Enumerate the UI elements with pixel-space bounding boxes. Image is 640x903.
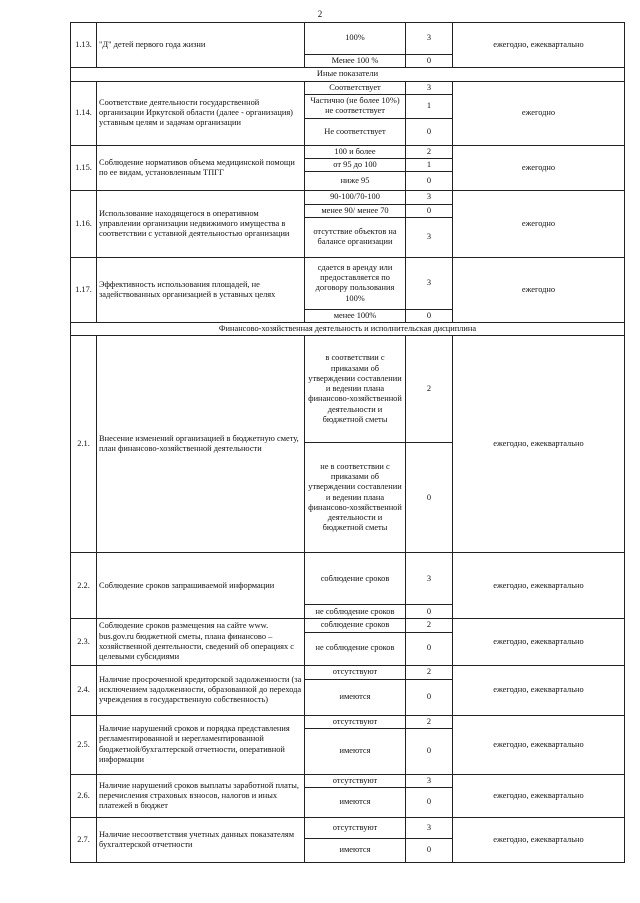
row-number: 2.3. — [71, 619, 97, 665]
period: ежегодно, ежеквартально — [453, 774, 625, 817]
indicator-name: Использование находящегося в оперативном управлении организации недвижимого имущества в соответствии с уставной деятельностью организации — [97, 191, 305, 258]
table-row — [71, 191, 625, 204]
table-row — [71, 665, 625, 679]
criterion: 90-100/70-100 — [305, 191, 406, 204]
criterion: отсутствуют — [305, 774, 406, 787]
page-number: 2 — [317, 9, 323, 19]
points: 3 — [406, 553, 453, 605]
criterion: соблюдение сроков — [305, 619, 406, 632]
period: ежегодно — [453, 81, 625, 145]
table-row — [71, 774, 625, 787]
period: ежегодно, ежеквартально — [453, 553, 625, 619]
period: ежегодно, ежеквартально — [453, 336, 625, 553]
points: 3 — [406, 81, 453, 94]
row-number: 1.13. — [71, 23, 97, 68]
table-row — [71, 336, 625, 443]
points: 2 — [406, 715, 453, 728]
indicator-name: Соблюдение нормативов объема медицинской помощи по ее видам, установленным ТПГГ — [97, 145, 305, 191]
criterion: 100% — [305, 23, 406, 55]
points: 0 — [406, 839, 453, 863]
table-row — [71, 23, 625, 55]
criterion: менее 90/ менее 70 — [305, 204, 406, 217]
points: 2 — [406, 619, 453, 632]
criterion: Не соответствует — [305, 118, 406, 145]
criterion: не соблюдение сроков — [305, 632, 406, 665]
criterion: ниже 95 — [305, 172, 406, 191]
row-number: 2.1. — [71, 336, 97, 553]
points: 2 — [406, 665, 453, 679]
criterion: в соответствии с приказами об утверждении составлении и ведении плана финансово-хозяйственной деятельности и бюджетной сметы — [305, 336, 406, 443]
period: ежегодно, ежеквартально — [453, 665, 625, 715]
row-number: 2.5. — [71, 715, 97, 774]
points: 0 — [406, 679, 453, 715]
points: 0 — [406, 204, 453, 217]
indicator-name: Эффективность использования площадей, не задействованных организацией в уставных целях — [97, 257, 305, 322]
criterion: имеются — [305, 839, 406, 863]
indicator-name: Наличие просроченной кредиторской задолженности (за исключением задолженности, образованной до перехода учреждения в государственную собственность) — [97, 665, 305, 715]
period: ежегодно, ежеквартально — [453, 818, 625, 863]
indicator-name: Соответствие деятельности государственной организации Иркутской области (далее - организация) уставным целям и задачам организации — [97, 81, 305, 145]
row-number: 2.4. — [71, 665, 97, 715]
points: 1 — [406, 159, 453, 172]
table-row — [71, 619, 625, 632]
points: 1 — [406, 94, 453, 118]
criterion: не соблюдение сроков — [305, 605, 406, 619]
points: 3 — [406, 818, 453, 839]
criterion: Менее 100 % — [305, 55, 406, 68]
points: 3 — [406, 23, 453, 55]
section-header-row — [71, 68, 625, 81]
indicator-name: Соблюдение сроков размещения на сайте www. bus.gov.ru бюджетной сметы, плана финансово – хозяйственной деятельности, сведений об операциях с целевыми субсидиями — [97, 619, 305, 665]
period: ежегодно, ежеквартально — [453, 715, 625, 774]
table-row — [71, 257, 625, 309]
criterion: отсутствие объектов на балансе организации — [305, 217, 406, 257]
criterion: 100 и более — [305, 145, 406, 158]
section-title: Финансово-хозяйственная деятельность и исполнительская дисциплина — [71, 323, 625, 336]
row-number: 1.15. — [71, 145, 97, 191]
points: 3 — [406, 191, 453, 204]
row-number: 2.7. — [71, 818, 97, 863]
criterion: от 95 до 100 — [305, 159, 406, 172]
criterion: имеются — [305, 728, 406, 774]
criterion: имеются — [305, 788, 406, 818]
row-number: 1.16. — [71, 191, 97, 258]
table-row — [71, 818, 625, 839]
criterion: не в соответствии с приказами об утверждении составлении и ведении плана финансово-хозяйственной деятельности и бюджетной сметы — [305, 443, 406, 553]
section-title: Иные показатели — [71, 68, 625, 81]
section-header-row — [71, 323, 625, 336]
criterion: Соответствует — [305, 81, 406, 94]
criterion: менее 100% — [305, 309, 406, 322]
indicator-name: Наличие несоответствия учетных данных показателям бухгалтерской отчетности — [97, 818, 305, 863]
period: ежегодно, ежеквартально — [453, 23, 625, 68]
row-number: 2.2. — [71, 553, 97, 619]
criterion: имеются — [305, 679, 406, 715]
period: ежегодно — [453, 145, 625, 191]
period: ежегодно — [453, 191, 625, 258]
points: 3 — [406, 774, 453, 787]
row-number: 1.14. — [71, 81, 97, 145]
row-number: 1.17. — [71, 257, 97, 322]
indicator-name: Наличие нарушений сроков и порядка представления регламентированной и нерегламентированной бюджетной/бухгалтерской отчетности, оперативной информации — [97, 715, 305, 774]
points: 2 — [406, 336, 453, 443]
points: 0 — [406, 172, 453, 191]
points: 3 — [406, 257, 453, 309]
points: 0 — [406, 443, 453, 553]
criterion: отсутствуют — [305, 665, 406, 679]
period: ежегодно — [453, 257, 625, 322]
indicator-name: Соблюдение сроков запрашиваемой информации — [97, 553, 305, 619]
indicator-name: Внесение изменений организацией в бюджетную смету, план финансово-хозяйственной деятельности — [97, 336, 305, 553]
points: 0 — [406, 118, 453, 145]
criterion: соблюдение сроков — [305, 553, 406, 605]
table-row — [71, 81, 625, 94]
points: 2 — [406, 145, 453, 158]
points: 0 — [406, 728, 453, 774]
points: 0 — [406, 788, 453, 818]
criterion: Частично (не более 10%) не соответствует — [305, 94, 406, 118]
table-row — [71, 145, 625, 158]
criterion: отсутствуют — [305, 715, 406, 728]
criterion: сдается в аренду или предоставляется по договору пользования 100% — [305, 257, 406, 309]
criterion: отсутствуют — [305, 818, 406, 839]
points: 3 — [406, 217, 453, 257]
table-row — [71, 553, 625, 605]
indicator-name: Наличие нарушений сроков выплаты заработной платы, перечисления страховых взносов, налогов и иных платежей в бюджет — [97, 774, 305, 817]
points: 0 — [406, 605, 453, 619]
indicator-name: "Д" детей первого года жизни — [97, 23, 305, 68]
points: 0 — [406, 55, 453, 68]
row-number: 2.6. — [71, 774, 97, 817]
points: 0 — [406, 309, 453, 322]
period: ежегодно, ежеквартально — [453, 619, 625, 665]
table-row — [71, 715, 625, 728]
indicators-table — [70, 22, 625, 863]
points: 0 — [406, 632, 453, 665]
